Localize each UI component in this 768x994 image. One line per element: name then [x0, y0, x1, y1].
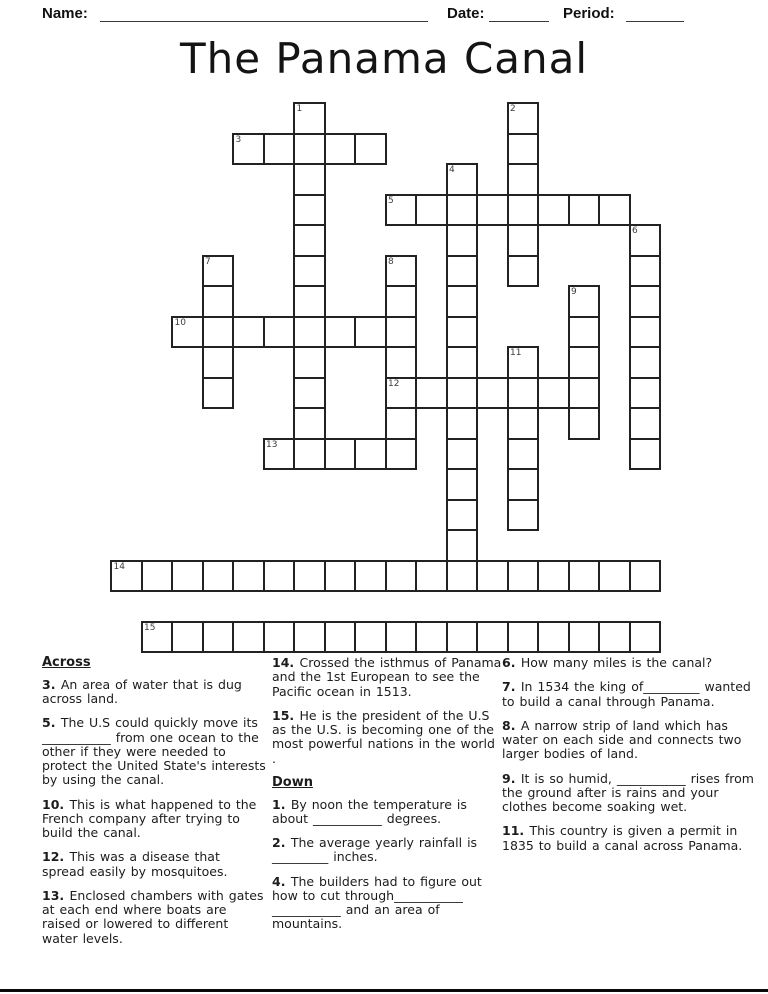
name-fill-line[interactable] — [100, 21, 428, 22]
crossword-cell[interactable] — [293, 377, 326, 410]
crossword-cell[interactable] — [446, 499, 479, 532]
crossword-cell[interactable] — [263, 621, 296, 654]
clue-item-number: 1. — [272, 796, 291, 812]
crossword-cell[interactable] — [507, 377, 540, 410]
clue-item-text: He is the president of the U.S as the U.S. is becoming one of the most powerful nations in the world . — [272, 707, 495, 766]
crossword-cell[interactable] — [537, 621, 570, 654]
crossword-cell[interactable] — [568, 560, 601, 593]
clue-number: 8 — [388, 256, 394, 267]
crossword-cell[interactable] — [446, 621, 479, 654]
crossword-cell[interactable] — [415, 377, 448, 410]
crossword-cell[interactable] — [232, 560, 265, 593]
clue-item-text: It is so humid, ___________ rises from the ground after is rains and your clothes become soaking wet. — [502, 770, 754, 814]
crossword-cell[interactable] — [263, 133, 296, 166]
crossword-cell[interactable] — [385, 316, 418, 349]
clue-item-number: 4. — [272, 873, 291, 889]
crossword-cell[interactable] — [446, 407, 479, 440]
clue-column-3 — [502, 656, 760, 863]
crossword-cell[interactable] — [385, 621, 418, 654]
crossword-cell[interactable] — [476, 377, 509, 410]
crossword-cell[interactable] — [232, 316, 265, 349]
crossword-cell[interactable] — [507, 194, 540, 227]
crossword-cell[interactable] — [446, 255, 479, 288]
crossword-cell[interactable] — [446, 285, 479, 318]
clue-item-text: Crossed the isthmus of Panama and the 1st European to see the Pacific ocean in 1513. — [272, 655, 502, 699]
clue-item — [42, 889, 266, 946]
clue-item — [502, 680, 760, 709]
across-heading: Across — [42, 655, 91, 670]
clue-column-1 — [42, 656, 266, 956]
crossword-cell[interactable] — [293, 255, 326, 288]
clue-item — [272, 798, 502, 827]
crossword-cell[interactable] — [202, 285, 235, 318]
crossword-cell[interactable] — [385, 407, 418, 440]
crossword-cell[interactable] — [354, 621, 387, 654]
crossword-cell[interactable] — [446, 438, 479, 471]
date-fill-line[interactable] — [489, 21, 549, 22]
crossword-cell[interactable] — [171, 621, 204, 654]
crossword-cell[interactable] — [568, 407, 601, 440]
clue-number: 9 — [571, 287, 577, 297]
crossword-cell[interactable] — [476, 560, 509, 593]
date-label: Date: — [447, 5, 485, 22]
crossword-cell[interactable] — [629, 316, 662, 349]
clue-item-text: This was a disease that spread easily by mosquitoes. — [42, 849, 228, 879]
clue-item-number: 14. — [272, 655, 300, 670]
crossword-cell[interactable] — [324, 316, 357, 349]
clue-item-number: 9. — [502, 770, 521, 786]
period-label: Period: — [563, 5, 615, 22]
crossword-cell[interactable] — [324, 133, 357, 166]
crossword-cell[interactable] — [629, 255, 662, 288]
crossword-cell[interactable] — [568, 377, 601, 410]
crossword-cell[interactable] — [171, 560, 204, 593]
down-heading: Down — [272, 774, 313, 790]
clue-item — [42, 678, 266, 707]
clue-item — [42, 798, 266, 841]
crossword-cell[interactable] — [293, 560, 326, 593]
clue-number: 12 — [388, 378, 400, 389]
crossword-cell[interactable] — [507, 560, 540, 593]
crossword-cell[interactable] — [507, 407, 540, 440]
clue-number: 4 — [449, 165, 455, 175]
crossword-cell[interactable] — [324, 621, 357, 654]
crossword-cell[interactable] — [537, 377, 570, 410]
crossword-cell[interactable] — [293, 316, 326, 349]
clue-item — [502, 772, 760, 815]
crossword-cell[interactable] — [446, 560, 479, 593]
clue-item-number: 15. — [272, 707, 300, 723]
clue-item-number: 10. — [42, 796, 70, 812]
crossword-cell[interactable] — [202, 346, 235, 379]
clue-item-text: A narrow strip of land which has water on each side and connects two larger bodies of land. — [502, 717, 742, 762]
crossword-cell[interactable] — [293, 285, 326, 318]
clue-column-2 — [272, 656, 502, 942]
name-label: Name: — [42, 5, 88, 22]
clue-number: 14 — [113, 561, 125, 572]
clue-item-number: 13. — [42, 887, 70, 903]
crossword-cell[interactable] — [446, 377, 479, 410]
crossword-cell[interactable] — [568, 621, 601, 654]
crossword-cell[interactable] — [141, 560, 174, 593]
crossword-cell[interactable] — [568, 316, 601, 349]
clue-item-text: The builders had to figure out how to cut through___________ ___________ and an area of mountains. — [272, 873, 482, 932]
clue-item-text: The U.S could quickly move its ___________ from one ocean to the other if they were needed to protect the United State's interests by using the canal. — [42, 715, 266, 788]
crossword-cell[interactable] — [446, 529, 479, 562]
crossword-cell[interactable] — [598, 560, 631, 593]
clue-item-text: How many miles is the canal? — [520, 655, 713, 670]
crossword-cell[interactable] — [507, 621, 540, 654]
crossword-cell[interactable] — [385, 346, 418, 379]
clue-item-number: 12. — [42, 849, 70, 865]
crossword-cell[interactable] — [507, 468, 540, 501]
clue-item — [42, 716, 266, 787]
crossword-cell[interactable] — [385, 438, 418, 471]
clue-item-number: 8. — [502, 717, 521, 733]
crossword-cell[interactable] — [598, 194, 631, 227]
crossword-cell[interactable] — [293, 621, 326, 654]
crossword-cell[interactable] — [598, 621, 631, 654]
crossword-cell[interactable] — [537, 560, 570, 593]
clue-item-number: 6. — [502, 655, 521, 670]
crossword-cell[interactable] — [629, 285, 662, 318]
clue-number: 2 — [510, 104, 516, 114]
page-title: The Panama Canal — [179, 34, 589, 83]
clue-item — [272, 875, 502, 932]
clue-item-number: 11. — [502, 823, 530, 839]
clue-number: 10 — [174, 317, 186, 328]
crossword-cell[interactable] — [293, 224, 326, 257]
clue-item — [272, 656, 502, 699]
crossword-cell[interactable] — [507, 499, 540, 532]
crossword-cell[interactable] — [354, 560, 387, 593]
clue-item-text: An area of water that is dug across land. — [42, 676, 242, 707]
crossword-cell[interactable] — [385, 285, 418, 318]
crossword-cell[interactable] — [263, 316, 296, 349]
crossword-cell[interactable] — [263, 560, 296, 593]
crossword-cell[interactable] — [568, 194, 601, 227]
crossword-cell[interactable] — [415, 621, 448, 654]
crossword-cell[interactable] — [629, 438, 662, 471]
crossword-cell[interactable] — [629, 621, 662, 654]
crossword-cell[interactable] — [507, 255, 540, 288]
crossword-cell[interactable] — [568, 346, 601, 379]
crossword-cell[interactable] — [354, 438, 387, 471]
crossword-cell[interactable] — [507, 224, 540, 257]
clue-item — [272, 709, 502, 766]
crossword-cell[interactable] — [446, 194, 479, 227]
clue-item-number: 7. — [502, 679, 521, 695]
crossword-cell[interactable] — [507, 163, 540, 196]
clue-item-text: By noon the temperature is about ___________ degrees. — [272, 796, 467, 826]
clue-number: 15 — [144, 622, 156, 633]
crossword-cell[interactable] — [293, 438, 326, 471]
clue-number: 1 — [296, 104, 303, 114]
crossword-cell[interactable] — [629, 377, 662, 410]
clue-number: 5 — [388, 195, 394, 206]
clue-item-text: This country is given a permit in 1835 to build a canal across Panama. — [502, 823, 743, 853]
clue-item — [272, 836, 502, 865]
crossword-cell[interactable] — [202, 316, 235, 349]
crossword-cell[interactable] — [629, 346, 662, 379]
page-bottom-edge — [0, 989, 768, 992]
crossword-cell[interactable] — [476, 621, 509, 654]
crossword-cell[interactable] — [354, 316, 387, 349]
clue-item-text: Enclosed chambers with gates at each end where boats are raised or lowered to different water levels. — [42, 887, 264, 946]
crossword-cell[interactable] — [537, 194, 570, 227]
crossword-cell[interactable] — [324, 560, 357, 593]
crossword-cell[interactable] — [415, 194, 448, 227]
crossword-cell[interactable] — [507, 438, 540, 471]
clue-number: 13 — [266, 439, 278, 450]
clue-number: 3 — [235, 134, 242, 145]
crossword-cell[interactable] — [629, 407, 662, 440]
crossword-cell[interactable] — [202, 560, 235, 593]
crossword-cell[interactable] — [415, 560, 448, 593]
crossword-cell[interactable] — [385, 560, 418, 593]
crossword-cell[interactable] — [446, 468, 479, 501]
crossword-cell[interactable] — [232, 621, 265, 654]
crossword-cell[interactable] — [629, 560, 662, 593]
crossword-cell[interactable] — [202, 377, 235, 410]
clue-item-text: This is what happened to the French company after trying to build the canal. — [42, 796, 257, 841]
clue-item — [502, 719, 760, 762]
crossword-cell[interactable] — [507, 133, 540, 166]
clue-item — [42, 850, 266, 879]
crossword-cell[interactable] — [293, 346, 326, 379]
crossword-cell[interactable] — [202, 621, 235, 654]
crossword-cell[interactable] — [354, 133, 387, 166]
crossword-cell[interactable] — [324, 438, 357, 471]
clue-item — [502, 656, 760, 670]
clue-item-text: The average yearly rainfall is _________ inches. — [272, 835, 478, 865]
crossword-cell[interactable] — [293, 133, 326, 166]
clue-item — [502, 824, 760, 853]
clue-item-number: 3. — [42, 676, 61, 692]
clue-number: 11 — [510, 348, 522, 358]
clue-number: 6 — [632, 226, 638, 236]
crossword-cell[interactable] — [446, 346, 479, 379]
crossword-cell[interactable] — [476, 194, 509, 227]
clue-item-number: 2. — [272, 835, 291, 851]
crossword-cell[interactable] — [293, 163, 326, 196]
clue-item-text: In 1534 the king of_________ wanted to build a canal through Panama. — [502, 679, 751, 709]
clue-number: 7 — [205, 256, 211, 267]
crossword-cell[interactable] — [293, 194, 326, 227]
period-fill-line[interactable] — [626, 21, 684, 22]
crossword-cell[interactable] — [446, 224, 479, 257]
crossword-cell[interactable] — [293, 407, 326, 440]
crossword-cell[interactable] — [446, 316, 479, 349]
clue-item-number: 5. — [42, 715, 61, 731]
